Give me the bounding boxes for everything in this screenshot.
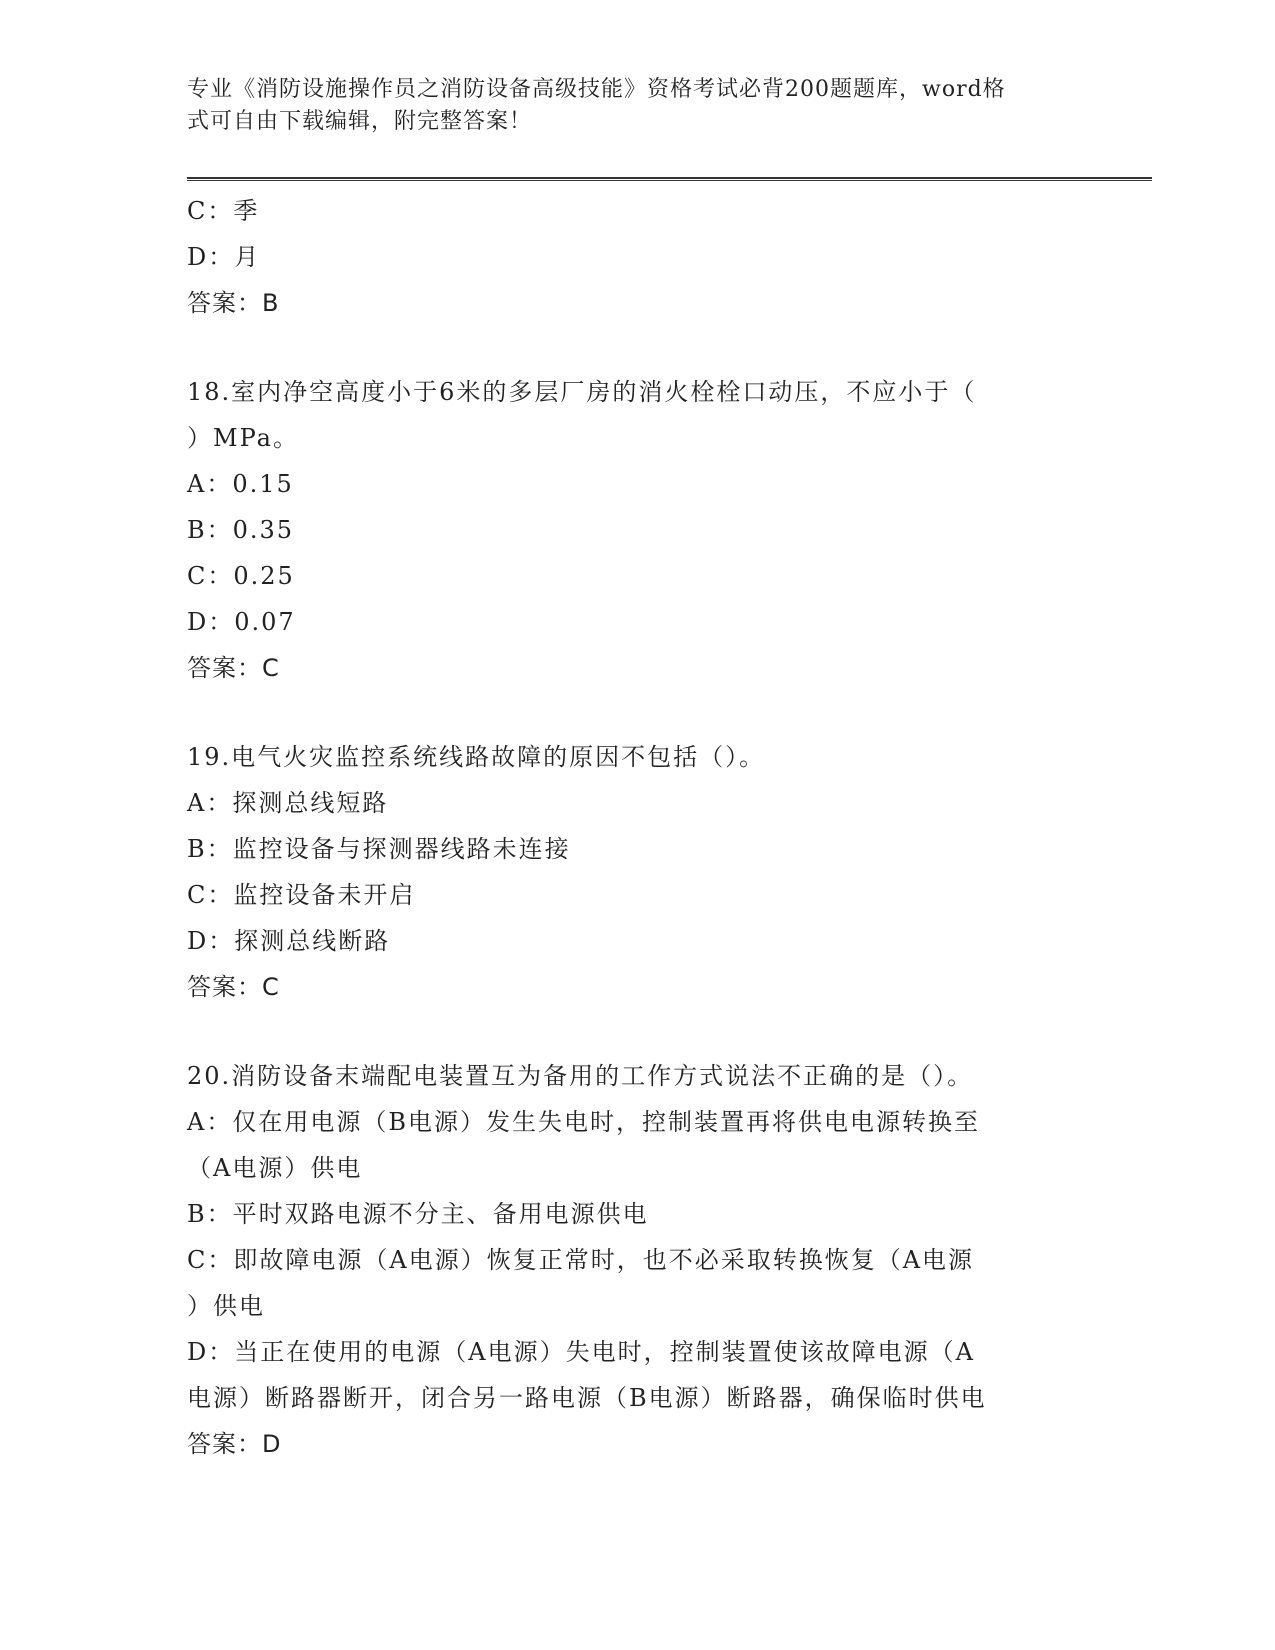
- question-spacer: [187, 326, 1087, 369]
- option-line: A：仅在用电源（B电源）发生失电时，控制装置再将供电电源转换至: [187, 1108, 980, 1136]
- header-line-1: 专业《消防设施操作员之消防设备高级技能》资格考试必背200题题库，word格: [187, 77, 1006, 102]
- option-line: A：探测总线短路: [187, 789, 389, 817]
- question-block: [187, 369, 1087, 691]
- document-header: [187, 74, 1067, 138]
- option-line: B：平时双路电源不分主、备用电源供电: [187, 1200, 649, 1228]
- answer-line: 答案：C: [187, 654, 280, 682]
- question-spacer: [187, 1010, 1087, 1053]
- question-stem-line: 19.电气火灾监控系统线路故障的原因不包括（）。: [187, 743, 766, 771]
- option-line: C：监控设备未开启: [187, 881, 416, 909]
- option-line: ）供电: [187, 1292, 265, 1320]
- question-spacer: [187, 691, 1087, 734]
- question-list: [187, 326, 1087, 1467]
- answer-line: 答案：B: [187, 289, 280, 317]
- option-line: D：月: [187, 243, 261, 271]
- document-body: [187, 188, 1087, 1467]
- answer-line: 答案：C: [187, 973, 280, 1001]
- option-line: C：季: [187, 197, 260, 225]
- header-line-2: 式可自由下载编辑，附完整答案！: [187, 109, 533, 134]
- option-line: B：监控设备与探测器线路未连接: [187, 835, 571, 863]
- header-divider: [187, 177, 1152, 181]
- previous-question-tail: [187, 188, 1087, 326]
- question-stem-line: 20.消防设备末端配电装置互为备用的工作方式说法不正确的是（）。: [187, 1062, 974, 1090]
- option-line: C：即故障电源（A电源）恢复正常时，也不必采取转换恢复（A电源: [187, 1246, 975, 1274]
- question-stem-line: 18.室内净空高度小于6米的多层厂房的消火栓栓口动压，不应小于（: [187, 378, 977, 406]
- question-stem-line: ）MPa。: [187, 424, 299, 452]
- answer-line: 答案：D: [187, 1430, 282, 1458]
- option-line: 电源）断路器断开，闭合另一路电源（B电源）断路器，确保临时供电: [187, 1384, 987, 1412]
- question-block: [187, 734, 1087, 1010]
- option-line: B：0.35: [187, 516, 295, 544]
- option-line: C：0.25: [187, 562, 295, 590]
- option-line: D：探测总线断路: [187, 927, 391, 955]
- option-line: D：0.07: [187, 608, 296, 636]
- option-line: （A电源）供电: [187, 1154, 363, 1182]
- question-block: [187, 1053, 1087, 1467]
- option-line: D：当正在使用的电源（A电源）失电时，控制装置使该故障电源（A: [187, 1338, 975, 1366]
- option-line: A：0.15: [187, 470, 294, 498]
